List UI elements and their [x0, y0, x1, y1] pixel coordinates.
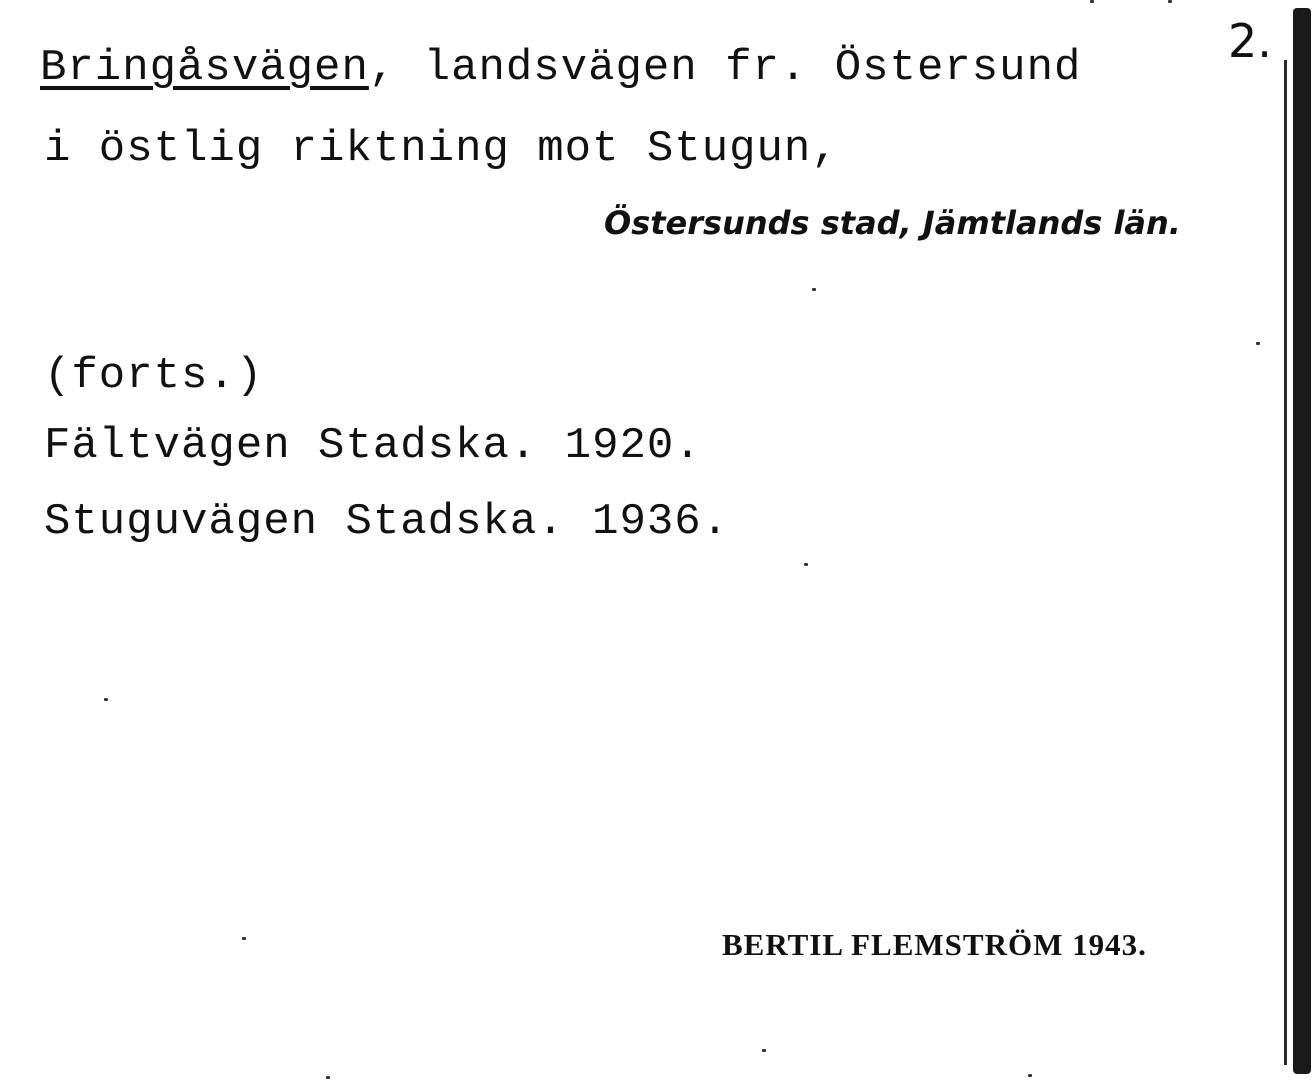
- card-edge-shadow: [1293, 8, 1311, 1074]
- scan-speck: [812, 288, 816, 291]
- entry-row: Stuguvägen Stadska. 1936.: [44, 497, 730, 547]
- card-edge-line: [1284, 60, 1287, 1065]
- scan-speck: [804, 563, 808, 566]
- continuation-note: (forts.): [44, 351, 264, 401]
- entry-row: Fältvägen Stadska. 1920.: [44, 421, 702, 471]
- scan-speck: [1090, 0, 1094, 3]
- page-number: 2.: [1228, 14, 1272, 68]
- scan-speck: [104, 698, 108, 701]
- author-stamp: BERTIL FLEMSTRÖM 1943.: [722, 927, 1147, 962]
- scan-speck: [1028, 1074, 1032, 1077]
- scan-speck: [1168, 0, 1172, 3]
- scan-speck: [326, 1076, 330, 1079]
- heading-line-2: i östlig riktning mot Stugun,: [44, 124, 839, 174]
- heading-description: , landsvägen fr. Östersund: [368, 43, 1082, 93]
- heading-line-1: [40, 43, 1082, 93]
- scan-speck: [762, 1049, 766, 1052]
- location-stamp: Östersunds stad, Jämtlands län.: [604, 204, 1181, 242]
- scan-speck: [1256, 342, 1260, 345]
- scan-speck: [242, 937, 246, 940]
- street-name-title: Bringåsvägen: [40, 43, 369, 93]
